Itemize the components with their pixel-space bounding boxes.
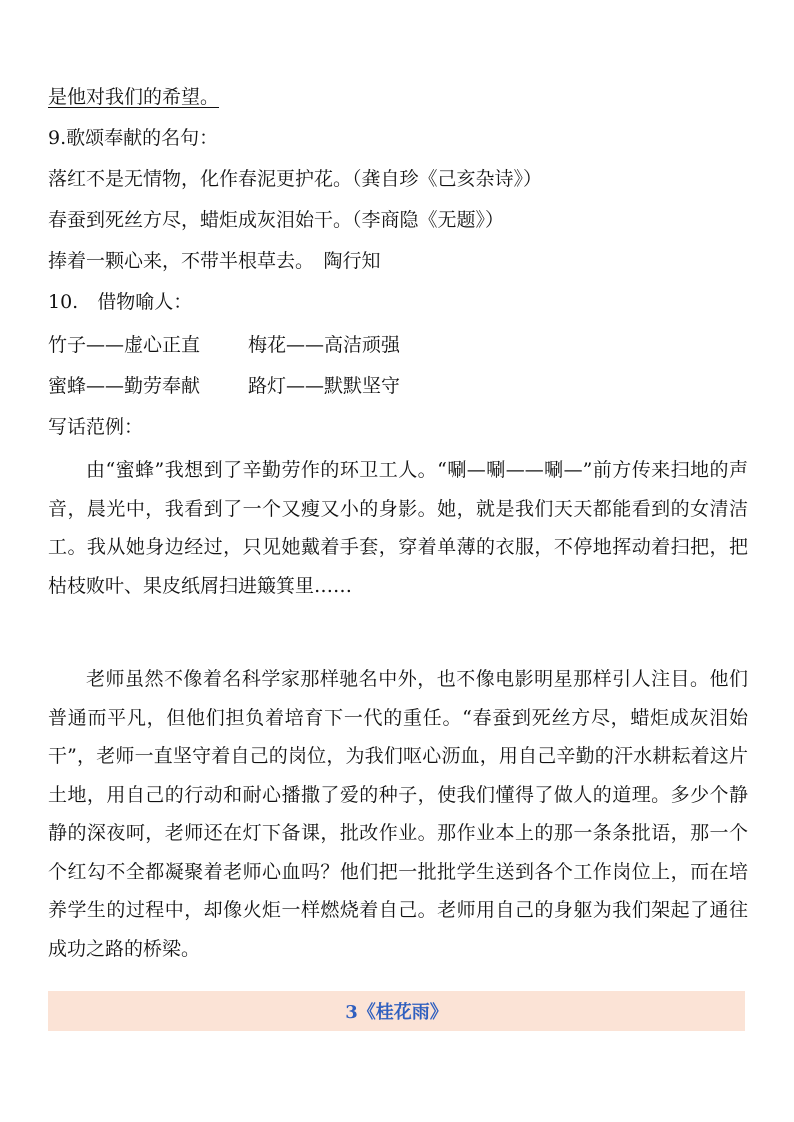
example-heading: 写话范例： — [48, 416, 144, 438]
item-9-heading: 9.歌颂奉献的名句： — [48, 127, 219, 149]
text-line-underlined: 是他对我们的希望。 — [48, 86, 220, 108]
metaphor-row — [48, 328, 748, 362]
metaphor-right: 梅花——高洁顽强 — [248, 334, 401, 356]
quote-line-1: 落红不是无情物，化作春泥更护花。（龚自珍《己亥杂诗》） — [48, 168, 543, 190]
quote-line-3: 捧着一颗心来，不带半根草去。 陶行知 — [48, 250, 381, 272]
metaphor-left: 蜜蜂——勤劳奉献 — [48, 375, 201, 397]
item-10-heading: 10. 借物喻人： — [48, 291, 193, 313]
metaphor-right: 路灯——默默坚守 — [248, 375, 401, 397]
section-banner — [48, 991, 745, 1031]
section-title: 3《桂花雨》 — [345, 1002, 448, 1023]
quote-line-2: 春蚕到死丝方尽，蜡炬成灰泪始干。（李商隐《无题》） — [48, 209, 505, 231]
example-paragraph-1: 由“蜜蜂”我想到了辛勤劳作的环卫工人。“唰—唰——唰—”前方传来扫地的声音，晨光中，我看到了一个又瘦又小的身影。她，就是我们天天都能看到的女清洁工。我从她身边经过，只见她戴着手套，穿着单薄的衣服，不停地挥动着扫把，把枯枝败叶、果皮纸屑扫进簸箕里…… — [48, 459, 748, 597]
metaphor-row — [48, 369, 748, 403]
metaphor-left: 竹子——虚心正直 — [48, 334, 201, 356]
example-paragraph-2: 老师虽然不像着名科学家那样驰名中外，也不像电影明星那样引人注目。他们普通而平凡，但他们担负着培育下一代的重任。“春蚕到死丝方尽，蜡炬成灰泪始干”，老师一直坚守着自己的岗位，为我们呕心沥血，用自己辛勤的汗水耕耘着这片土地，用自己的行动和耐心播撒了爱的种子，使我们懂得了做人的道理。多少个静静的深夜呵，老师还在灯下备课，批改作业。那作业本上的那一条条批语，那一个个红勾不全都凝聚着老师心血吗？他们把一批批学生送到各个工作岗位上，而在培养学生的过程中，却像火炬一样燃烧着自己。老师用自己的身躯为我们架起了通往成功之路的桥梁。 — [48, 668, 748, 960]
